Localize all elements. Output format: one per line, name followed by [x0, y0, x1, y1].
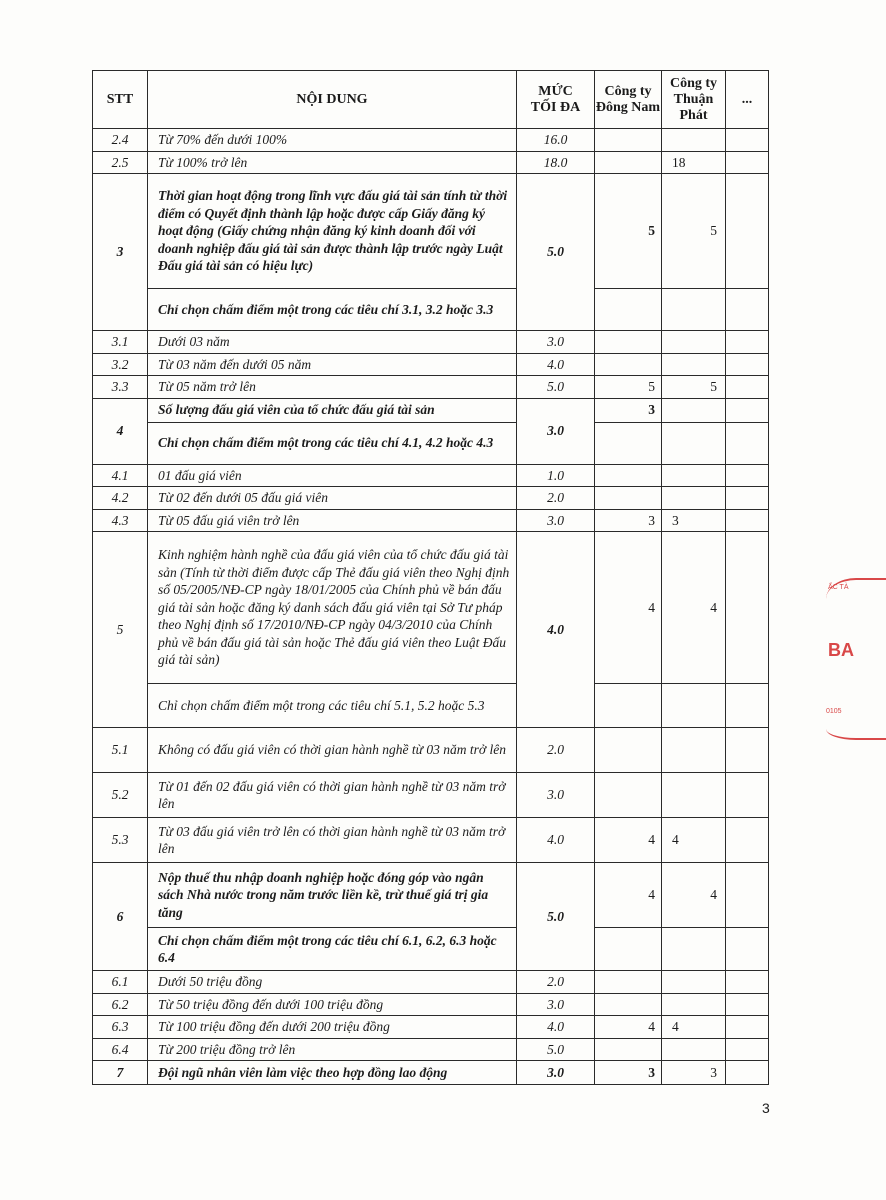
row-dong-nam [595, 129, 662, 152]
scoring-table [92, 70, 769, 1085]
table-row [93, 773, 769, 818]
page-number: 3 [762, 1100, 770, 1116]
row-dong-nam [595, 1038, 662, 1061]
row-max: 2.0 [517, 728, 595, 773]
row-dong-nam [595, 971, 662, 994]
row-text: Từ 03 đấu giá viên trở lên có thời gian hành nghề từ 03 năm trở lên [148, 818, 517, 863]
row-more [726, 289, 769, 331]
row-text: Nộp thuế thu nhập doanh nghiệp hoặc đóng góp vào ngân sách Nhà nước trong năm trước liền kề, trừ thuế giá trị gia tăng [148, 863, 517, 928]
table-row [93, 728, 769, 773]
row-thuan-phat [662, 464, 726, 487]
row-more [726, 174, 769, 289]
row-more [726, 1016, 769, 1039]
row-text: Không có đấu giá viên có thời gian hành nghề từ 03 năm trở lên [148, 728, 517, 773]
table-row [93, 971, 769, 994]
table-row [93, 174, 769, 289]
header-noi-dung: NỘI DUNG [148, 71, 517, 129]
table-row [93, 353, 769, 376]
row-dong-nam [595, 928, 662, 971]
table-row [93, 464, 769, 487]
row-text: Từ 05 năm trở lên [148, 376, 517, 399]
row-thuan-phat: 18 [662, 151, 726, 174]
row-dong-nam [595, 422, 662, 464]
stamp-bottom-arc [826, 718, 886, 740]
row-dong-nam: 5 [595, 174, 662, 289]
row-stt: 5.1 [93, 728, 148, 773]
table-row [93, 684, 769, 728]
row-max: 3.0 [517, 993, 595, 1016]
row-text: Từ 02 đến dưới 05 đấu giá viên [148, 487, 517, 510]
row-more [726, 971, 769, 994]
row-stt: 3 [93, 174, 148, 331]
table-row [93, 928, 769, 971]
table-row [93, 151, 769, 174]
row-thuan-phat [662, 773, 726, 818]
row-text: Từ 01 đến 02 đấu giá viên có thời gian hành nghề từ 03 năm trở lên [148, 773, 517, 818]
table-row [93, 1016, 769, 1039]
row-dong-nam [595, 464, 662, 487]
table-row [93, 487, 769, 510]
table-row [93, 398, 769, 422]
row-more [726, 773, 769, 818]
row-dong-nam [595, 151, 662, 174]
row-note: Chỉ chọn chấm điểm một trong các tiêu chí 4.1, 4.2 hoặc 4.3 [148, 422, 517, 464]
row-thuan-phat [662, 129, 726, 152]
row-max: 5.0 [517, 1038, 595, 1061]
row-thuan-phat: 3 [662, 1061, 726, 1085]
row-max: 2.0 [517, 971, 595, 994]
table-row [93, 422, 769, 464]
row-more [726, 422, 769, 464]
row-dong-nam: 3 [595, 509, 662, 532]
row-stt: 4.1 [93, 464, 148, 487]
row-thuan-phat: 5 [662, 174, 726, 289]
row-stt: 3.1 [93, 331, 148, 354]
row-stt: 2.5 [93, 151, 148, 174]
row-more [726, 353, 769, 376]
row-more [726, 129, 769, 152]
stamp-top-text: ẤC TÀ [828, 584, 849, 591]
row-thuan-phat [662, 684, 726, 728]
row-stt: 2.4 [93, 129, 148, 152]
row-thuan-phat: 4 [662, 863, 726, 928]
header-more: ... [726, 71, 769, 129]
row-text: Từ 200 triệu đồng trở lên [148, 1038, 517, 1061]
row-dong-nam: 3 [595, 398, 662, 422]
header-cong-ty-dong-nam: Công ty Đông Nam [595, 71, 662, 129]
row-stt: 5.3 [93, 818, 148, 863]
table-row [93, 993, 769, 1016]
row-dong-nam: 4 [595, 863, 662, 928]
row-more [726, 487, 769, 510]
row-more [726, 532, 769, 684]
row-text: Từ 05 đấu giá viên trở lên [148, 509, 517, 532]
row-dong-nam [595, 993, 662, 1016]
row-max: 4.0 [517, 1016, 595, 1039]
row-stt: 6.3 [93, 1016, 148, 1039]
row-more [726, 331, 769, 354]
row-thuan-phat: 3 [662, 509, 726, 532]
row-text: 01 đấu giá viên [148, 464, 517, 487]
row-max: 3.0 [517, 398, 595, 464]
row-text: Dưới 50 triệu đồng [148, 971, 517, 994]
row-more [726, 398, 769, 422]
header-cong-ty-thuan-phat: Công ty Thuận Phát [662, 71, 726, 129]
row-stt: 4.2 [93, 487, 148, 510]
table-row [93, 129, 769, 152]
row-stt: 6.1 [93, 971, 148, 994]
row-more [726, 509, 769, 532]
stamp-middle-text: BA [828, 640, 854, 660]
row-thuan-phat: 4 [662, 818, 726, 863]
row-max: 3.0 [517, 509, 595, 532]
table-row [93, 331, 769, 354]
row-text: Số lượng đấu giá viên của tổ chức đấu giá tài sản [148, 398, 517, 422]
row-stt: 5.2 [93, 773, 148, 818]
row-thuan-phat [662, 1038, 726, 1061]
row-thuan-phat [662, 422, 726, 464]
row-dong-nam: 4 [595, 818, 662, 863]
row-thuan-phat: 4 [662, 532, 726, 684]
row-more [726, 728, 769, 773]
row-more [726, 818, 769, 863]
table-header-row [93, 71, 769, 129]
row-more [726, 1061, 769, 1085]
row-more [726, 464, 769, 487]
row-max: 1.0 [517, 464, 595, 487]
row-dong-nam [595, 487, 662, 510]
row-text: Từ 03 năm đến dưới 05 năm [148, 353, 517, 376]
row-stt: 7 [93, 1061, 148, 1085]
row-more [726, 863, 769, 928]
row-note: Chỉ chọn chấm điểm một trong các tiêu chí 3.1, 3.2 hoặc 3.3 [148, 289, 517, 331]
header-stt: STT [93, 71, 148, 129]
row-thuan-phat [662, 398, 726, 422]
row-thuan-phat [662, 331, 726, 354]
table-row [93, 863, 769, 928]
row-more [726, 151, 769, 174]
row-max: 5.0 [517, 174, 595, 331]
row-note: Chỉ chọn chấm điểm một trong các tiêu chí 6.1, 6.2, 6.3 hoặc 6.4 [148, 928, 517, 971]
table-row [93, 532, 769, 684]
row-thuan-phat: 4 [662, 1016, 726, 1039]
row-thuan-phat [662, 993, 726, 1016]
table-row [93, 1038, 769, 1061]
row-thuan-phat [662, 487, 726, 510]
table-row [93, 289, 769, 331]
row-text: Từ 100% trở lên [148, 151, 517, 174]
row-text: Thời gian hoạt động trong lĩnh vực đấu giá tài sản tính từ thời điểm có Quyết định thành lập hoặc được cấp Giấy đăng ký hoạt động (Giấy chứng nhận đăng ký kinh doanh đối với doanh nghiệp đấu giá tài sản được thành lập trước ngày Luật Đấu giá tài sản có hiệu lực) [148, 174, 517, 289]
row-max: 5.0 [517, 376, 595, 399]
row-text: Đội ngũ nhân viên làm việc theo hợp đồng lao động [148, 1061, 517, 1085]
row-thuan-phat [662, 971, 726, 994]
row-dong-nam [595, 773, 662, 818]
row-text: Dưới 03 năm [148, 331, 517, 354]
row-max: 4.0 [517, 818, 595, 863]
row-dong-nam [595, 289, 662, 331]
row-thuan-phat [662, 353, 726, 376]
row-thuan-phat [662, 928, 726, 971]
row-thuan-phat: 5 [662, 376, 726, 399]
row-max: 2.0 [517, 487, 595, 510]
row-stt: 6 [93, 863, 148, 971]
row-stt: 6.2 [93, 993, 148, 1016]
row-max: 3.0 [517, 331, 595, 354]
row-stt: 4 [93, 398, 148, 464]
row-stt: 3.3 [93, 376, 148, 399]
row-thuan-phat [662, 728, 726, 773]
stamp-bottom-text: 0105 [826, 708, 842, 715]
row-max: 4.0 [517, 532, 595, 728]
table-row [93, 376, 769, 399]
row-more [726, 1038, 769, 1061]
row-dong-nam: 3 [595, 1061, 662, 1085]
row-max: 4.0 [517, 353, 595, 376]
row-max: 3.0 [517, 773, 595, 818]
row-stt: 5 [93, 532, 148, 728]
row-dong-nam: 5 [595, 376, 662, 399]
row-max: 18.0 [517, 151, 595, 174]
row-dong-nam [595, 684, 662, 728]
row-stt: 6.4 [93, 1038, 148, 1061]
table-row [93, 818, 769, 863]
red-seal-stamp [816, 578, 854, 738]
row-max: 5.0 [517, 863, 595, 971]
row-dong-nam [595, 331, 662, 354]
row-more [726, 928, 769, 971]
row-more [726, 684, 769, 728]
row-dong-nam [595, 728, 662, 773]
row-text: Kinh nghiệm hành nghề của đấu giá viên của tổ chức đấu giá tài sản (Tính từ thời điểm được cấp Thẻ đấu giá viên theo Nghị định số 05/2005/NĐ-CP ngày 18/01/2005 của Chính phủ về bán đấu giá tài sản hoặc đăng ký danh sách đấu giá viên tại Sở Tư pháp theo Nghị định số 17/2010/NĐ-CP ngày 04/3/2010 của Chính phủ về bán đấu giá tài sản hoặc Thẻ đấu giá viên theo Luật Đấu giá tài sản) [148, 532, 517, 684]
row-more [726, 993, 769, 1016]
row-more [726, 376, 769, 399]
table-row [93, 509, 769, 532]
row-text: Từ 100 triệu đồng đến dưới 200 triệu đồng [148, 1016, 517, 1039]
row-dong-nam: 4 [595, 532, 662, 684]
header-muc-toi-da: MỨC TỐI ĐA [517, 71, 595, 129]
table-row [93, 1061, 769, 1085]
row-max: 16.0 [517, 129, 595, 152]
row-dong-nam: 4 [595, 1016, 662, 1039]
row-dong-nam [595, 353, 662, 376]
row-text: Từ 50 triệu đồng đến dưới 100 triệu đồng [148, 993, 517, 1016]
row-stt: 4.3 [93, 509, 148, 532]
row-text: Từ 70% đến dưới 100% [148, 129, 517, 152]
row-thuan-phat [662, 289, 726, 331]
row-stt: 3.2 [93, 353, 148, 376]
row-max: 3.0 [517, 1061, 595, 1085]
row-note: Chỉ chọn chấm điểm một trong các tiêu chí 5.1, 5.2 hoặc 5.3 [148, 684, 517, 728]
